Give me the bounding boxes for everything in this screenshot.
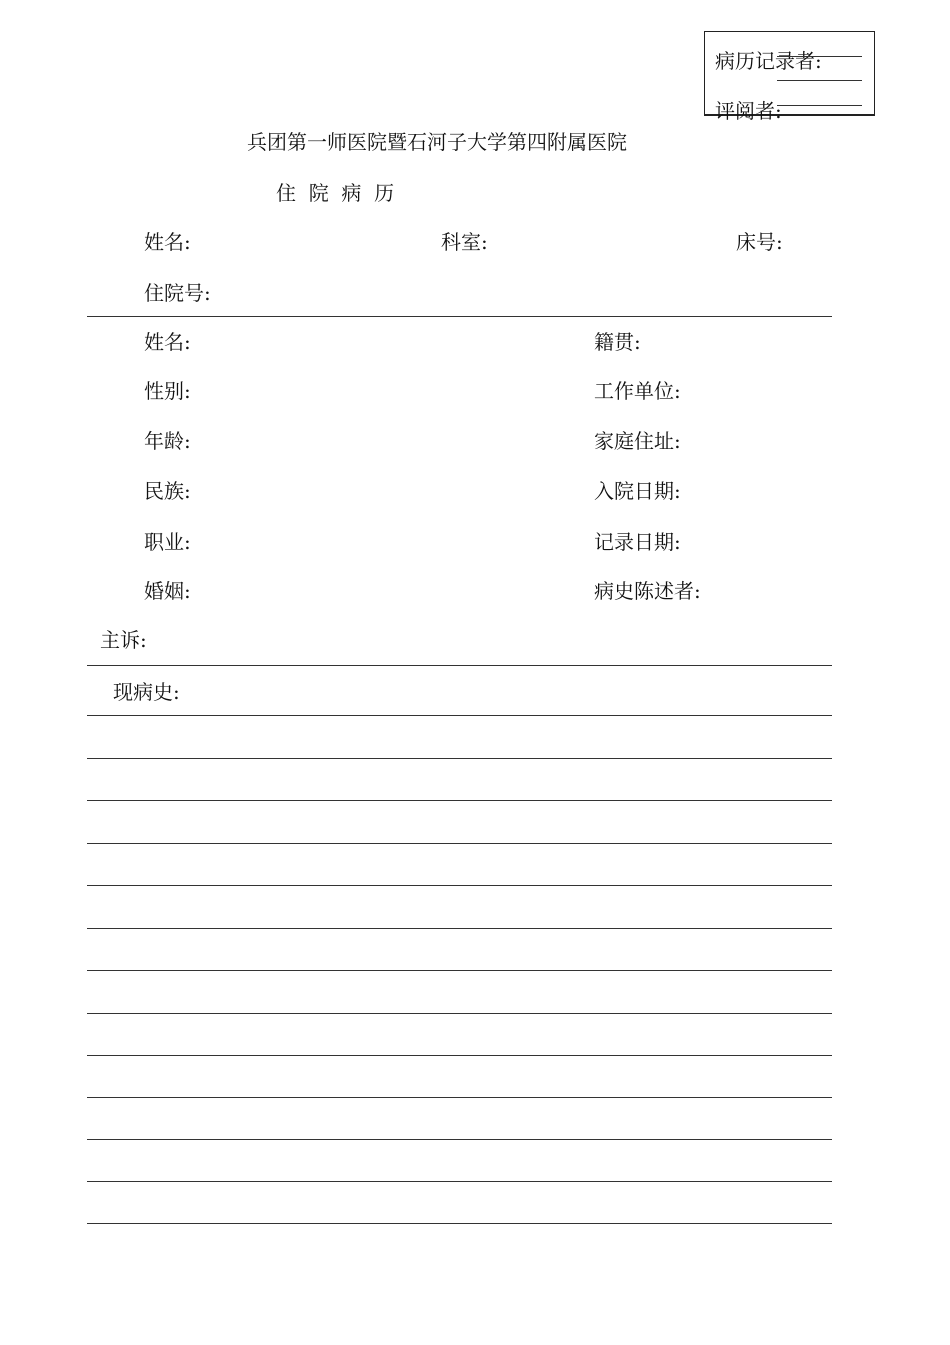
recorder-label: 病历记录者:: [715, 49, 822, 73]
employer-label: 工作单位:: [594, 379, 681, 403]
writing-line[interactable]: [87, 1181, 832, 1182]
writing-line[interactable]: [87, 715, 832, 716]
recorder-line-1: [777, 56, 862, 57]
writing-line[interactable]: [87, 1139, 832, 1140]
writing-line[interactable]: [87, 885, 832, 886]
sex-label: 性别:: [144, 379, 191, 403]
marital-label: 婚姻:: [144, 579, 191, 603]
present-illness-label: 现病史:: [113, 680, 180, 704]
writing-line[interactable]: [87, 928, 832, 929]
hospital-name: 兵团第一师医院暨石河子大学第四附属医院: [247, 130, 627, 154]
department-label: 科室:: [441, 230, 488, 254]
top-name-label: 姓名:: [144, 230, 191, 254]
age-label: 年龄:: [144, 429, 191, 453]
chief-complaint-label: 主诉:: [100, 628, 147, 652]
admission-date-label: 入院日期:: [594, 479, 681, 503]
reviewer-box: [704, 31, 875, 123]
reviewer-line: [777, 105, 862, 106]
writing-line[interactable]: [87, 1223, 832, 1224]
header-divider: [87, 316, 832, 317]
occupation-label: 职业:: [144, 530, 191, 554]
native-place-label: 籍贯:: [594, 330, 641, 354]
address-label: 家庭住址:: [594, 429, 681, 453]
record-date-label: 记录日期:: [594, 530, 681, 554]
bed-label: 床号:: [736, 230, 783, 254]
writing-line[interactable]: [87, 1055, 832, 1056]
history-narrator-label: 病史陈述者:: [594, 579, 701, 603]
writing-line[interactable]: [87, 843, 832, 844]
admission-no-label: 住院号:: [144, 281, 211, 305]
document-title: 住 院 病 历: [276, 181, 395, 205]
ethnicity-label: 民族:: [144, 479, 191, 503]
recorder-line-2: [777, 80, 862, 81]
patient-name-label: 姓名:: [144, 330, 191, 354]
writing-line[interactable]: [87, 758, 832, 759]
writing-line[interactable]: [87, 1097, 832, 1098]
writing-line[interactable]: [87, 800, 832, 801]
reviewer-label: 评阅者:: [715, 99, 782, 123]
chief-complaint-line: [87, 665, 832, 666]
writing-line[interactable]: [87, 970, 832, 971]
writing-line[interactable]: [87, 1013, 832, 1014]
